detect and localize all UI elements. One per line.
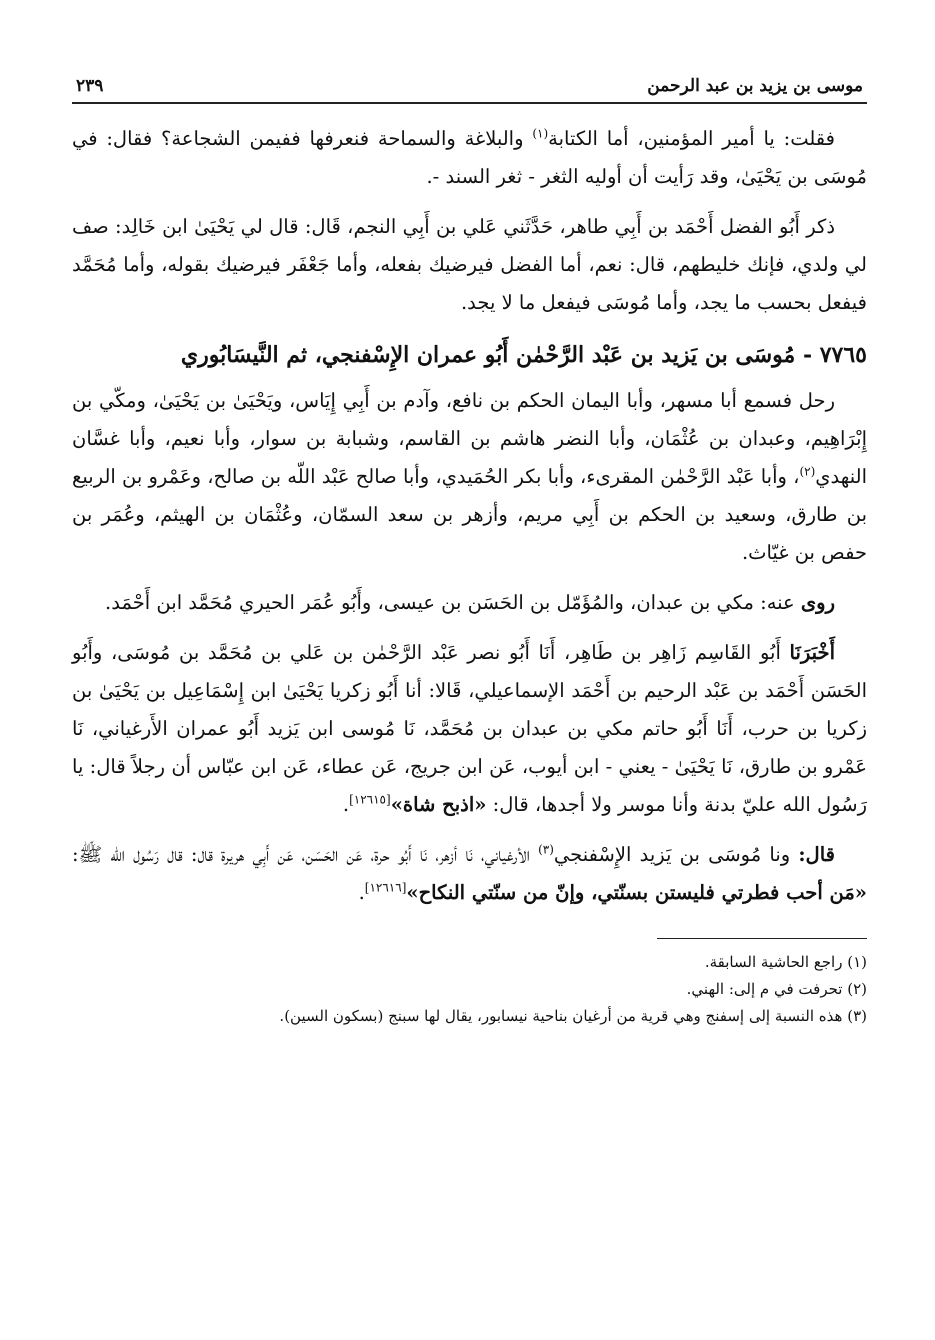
text-run: والبلاغة والسماحة فنعرفها ففيمن الشجاعة؟ فقال: في مُوسَى بن يَحْيَىٰ، وقد رَأيت أن أوليه الثغر - ثغر السند -. [72,127,867,188]
page-number: ٢٣٩ [76,76,104,96]
text-run: ، وأبا عَبْد الرَّحْمٰن المقرىء، وأبا بكر الحُمَيدي، وأبا صالح عَبْد اللّه بن صالح، وعَمْرو بن الربيع بن طارق، وسعيد بن الحكم بن أَبِي مريم، وأزهر بن سعد السمّان، وعُثْمَان بن الهيثم، وعُمَر بن حفص بن غيّاث. [72,465,867,564]
hadith-reference: [١٢٦١٥] [349,792,391,807]
main-text [72,120,867,912]
paragraph-5: أَخْبَرَنَا أَبُو القَاسِم زَاهِر بن طَاهِر، أَنَا أَبُو نصر عَبْد الرَّحْمٰن بن عَلي بن مُحَمَّد بن مُوسَى، وأَبُو الحَسَن أَحْمَد بن عَبْد الرحيم بن أَحْمَد الإسماعيلي، قَالا: أنا أَبُو زكريا يَحْيَىٰ ابن إِسْمَاعِيل بن يَحْيَىٰ بن زكريا بن حرب، أَنَا أَبُو حاتم مكي بن عبدان بن مُحَمَّد، نَا مُوسى ابن يَزيد أَبُو عمران الأَرغياني، نَا عَمْرو بن طارق، نَا يَحْيَىٰ - يعني - ابن أيوب، عَن ابن جريج، عَن عطاء، عَن ابن عبّاس أن رجلاً قال: يا رَسُول الله عليّ بدنة وأنا موسر ولا أجدها، قال: «اذبح شاة»[١٢٦١٥]. [72,641,867,816]
paragraph-1 [72,120,867,196]
footnote-marker: (٣) [538,842,554,857]
text-run: ونا مُوسَى بن يَزيد الإِسْفنجي [553,843,799,866]
running-title: موسى بن يزيد بن عبد الرحمن [647,76,863,96]
paragraph-6: قال: ونا مُوسَى بن يَزيد الإِسْفنجي$^{(٣)}$ الأرغياني، نَا أزهر، نَا أَبُو حرة، عَن الحَسَن، عَن أَبِي هريرة قال: قال رَسُول الله ﷺ: «مَن أحب فطرتي فليستن بسنّتي، وإنّ من سنّتي النكاح»[١٢٦١٦]. [72,842,867,904]
running-header [72,60,867,104]
footnote-marker: (٢) [799,464,816,479]
footnote-3: (٣) هذه النسبة إلى إسفنج وهي قرية من أرغيان بناحية نيسابور، يقال لها سبنج (بسكون السين). [279,1007,867,1025]
footnote-2: (٢) تحرفت في م إلى: الهني. [686,980,867,998]
text-run: الأرغياني، نَا أزهر، نَا أَبُو حرة، عَن الحَسَن، عَن أَبِي هريرة قال: قال رَسُول الله ﷺ: [72,843,539,866]
text-run: عنه: مكي بن عبدان، والمُؤَمّل بن الحَسَن بن عيسى، وأَبُو عُمَر الحيري مُحَمَّد ابن أَحْمَد. [105,591,801,614]
footnote-1: (١) راجع الحاشية السابقة. [704,953,867,971]
text-run: رحل فسمع أبا مسهر، وأبا اليمان الحكم بن نافع، وآدم بن أَبِي إِيَاس، ويَحْيَىٰ بن يَحْيَىٰ، ومكّي بن إِبْرَاهِيم، وعبدان بن عُثْمَان، وأبا النضر هاشم بن القاسم، وشبابة بن سوار، وأبا نعيم، وأبا غسَّان النهدي [72,389,867,488]
footnotes [72,949,867,1030]
hadith-reference: [١٢٦١٦] [364,880,407,895]
text-run: فقلت: يا أمير المؤمنين، أما الكتابة [548,127,835,150]
lead-word: روى [800,591,835,614]
paragraph-4 [72,584,867,622]
book-page [72,60,867,1030]
footnote-divider [657,938,867,939]
hadith-text: «اذبح شاة» [390,793,487,816]
lead-word: أَخْبَرَنَا [789,641,835,664]
lead-word: قال: [798,843,835,866]
entry-heading: ٧٧٦٥ - مُوسَى بن يَزيد بن عَبْد الرَّحْمٰن أَبُو عمران الإِسْفنجي، ثم النَّيسَابُوري [180,342,867,368]
footnote-marker: (١) [532,126,549,141]
paragraph-3 [72,382,867,572]
hadith-text: «مَن أحب فطرتي فليستن بسنّتي، وإنّ من سنّتي النكاح» [406,881,867,904]
text-run: أَبُو القَاسِم زَاهِر بن طَاهِر، أَنَا أَبُو نصر عَبْد الرَّحْمٰن بن عَلي بن مُحَمَّد بن مُوسَى، وأَبُو الحَسَن أَحْمَد بن عَبْد الرحيم بن أَحْمَد الإسماعيلي، قَالا: أنا أَبُو زكريا يَحْيَىٰ ابن إِسْمَاعِيل بن يَحْيَىٰ بن زكريا بن حرب، أَنَا أَبُو حاتم مكي بن عبدان بن مُحَمَّد، نَا مُوسى ابن يَزيد أَبُو عمران الأَرغياني، نَا عَمْرو بن طارق، نَا يَحْيَىٰ - يعني - ابن أيوب، عَن ابن جريج، عَن عطاء، عَن ابن عبّاس أن رجلاً قال: يا رَسُول الله عليّ بدنة وأنا موسر ولا أجدها، قال: [72,641,867,816]
paragraph-2: ذكر أَبُو الفضل أَحْمَد بن أَبِي طاهر، حَدَّثَني عَلي بن أَبِي النجم، قَال: قال لي يَحْيَىٰ ابن خَالِد: صف لي ولدي، فإنك خليطهم، قال: نعم، أما الفضل فيرضيك بفعله، وأما جَعْفَر فيرضيك بقوله، وأما مُحَمَّد فيفعل بحسب ما يجد، وأما مُوسَى فيفعل ما لا يجد. [72,215,867,314]
